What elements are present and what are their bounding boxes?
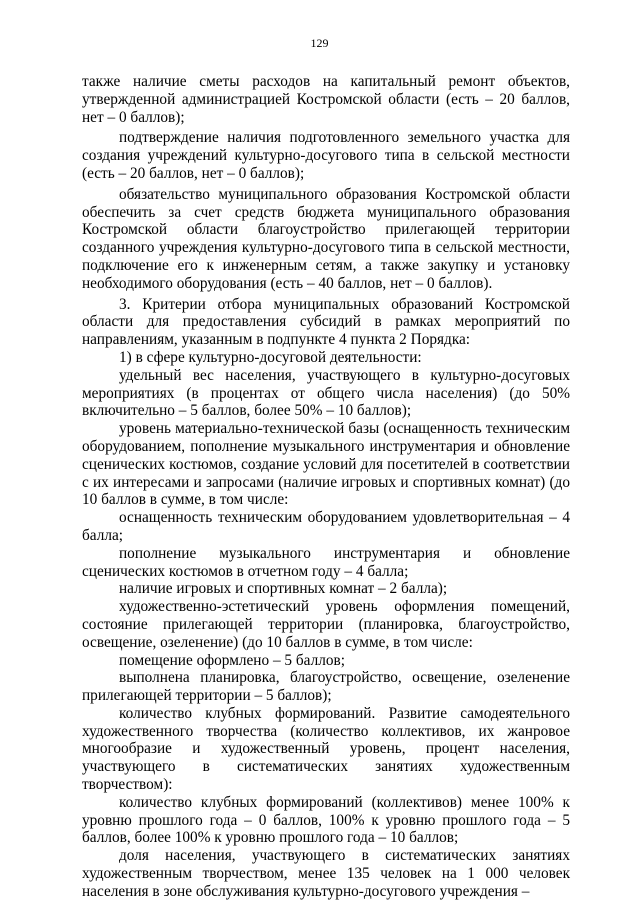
paragraph: художественно-эстетический уровень оформления помещений, состояние прилегающей территории (планировка, благоустройство, освещение, озеленение) (до 10 баллов в сумме, в том числе: <box>82 598 570 651</box>
paragraph: также наличие сметы расходов на капитальный ремонт объектов, утвержденной администрацией Костромской области (есть – 20 баллов, нет – 0 баллов); <box>82 73 570 126</box>
page-number: 129 <box>310 36 329 50</box>
paragraph: обязательство муниципального образования Костромской области обеспечить за счет средств бюджета муниципального образования Костромской области благоустройство прилегающей территории созданного учреждения культурно-досугового типа в сельской местности, подключение его к инженерным сетям, а также закупку и установку необходимого оборудования (есть – 40 баллов, нет – 0 баллов). <box>82 185 570 292</box>
paragraph: 3. Критерии отбора муниципальных образований Костромской области для предоставления субсидий в рамках мероприятий по направлениям, указанным в подпункте 4 пункта 2 Порядка: <box>82 295 570 349</box>
paragraph: 1) в сфере культурно-досуговой деятельности: <box>119 348 422 366</box>
paragraph: выполнена планировка, благоустройство, освещение, озеленение прилегающей территории – 5 баллов); <box>82 669 570 705</box>
paragraph: помещение оформлено – 5 баллов; <box>119 651 345 669</box>
paragraph: количество клубных формирований. Развитие самодеятельного художественного творчества (количество коллективов, их жанровое многообразие и художественный уровень, процент населения, участвующего в систематических занятиях художественным творчеством): <box>82 704 570 794</box>
paragraph: удельный вес населения, участвующего в культурно-досуговых мероприятиях (в процентах от общего числа населения) (до 50% включительно – 5 баллов, более 50% – 10 баллов); <box>82 366 570 420</box>
paragraph: уровень материально-технической базы (оснащенность техническим оборудованием, пополнение музыкального инструментария и обновление сценических костюмов, создание условий для посетителей в соответствии с их интересами и запросами (наличие игровых и спортивных комнат) (до 10 баллов в сумме, в том числе: <box>82 420 570 509</box>
paragraph: наличие игровых и спортивных комнат – 2 балла); <box>119 580 448 598</box>
paragraph: оснащенность техническим оборудованием удовлетворительная – 4 балла; <box>82 509 570 544</box>
document-body <box>82 70 570 901</box>
paragraph: пополнение музыкального инструментария и обновление сценических костюмов в отчетном году – 4 балла; <box>82 544 570 580</box>
paragraph: подтверждение наличия подготовленного земельного участка для создания учреждений культурно-досугового типа в сельской местности (есть – 20 баллов, нет – 0 баллов); <box>82 129 570 182</box>
paragraph: количество клубных формирований (коллективов) менее 100% к уровню прошлого года – 0 баллов, 100% к уровню прошлого года – 5 баллов, более 100% к уровню прошлого года – 10 баллов; <box>82 793 570 847</box>
paragraph: доля населения, участвующего в систематических занятиях художественным творчеством, менее 135 человек на 1 000 человек населения в зоне обслуживания культурно-досугового учреждения – <box>82 847 570 900</box>
